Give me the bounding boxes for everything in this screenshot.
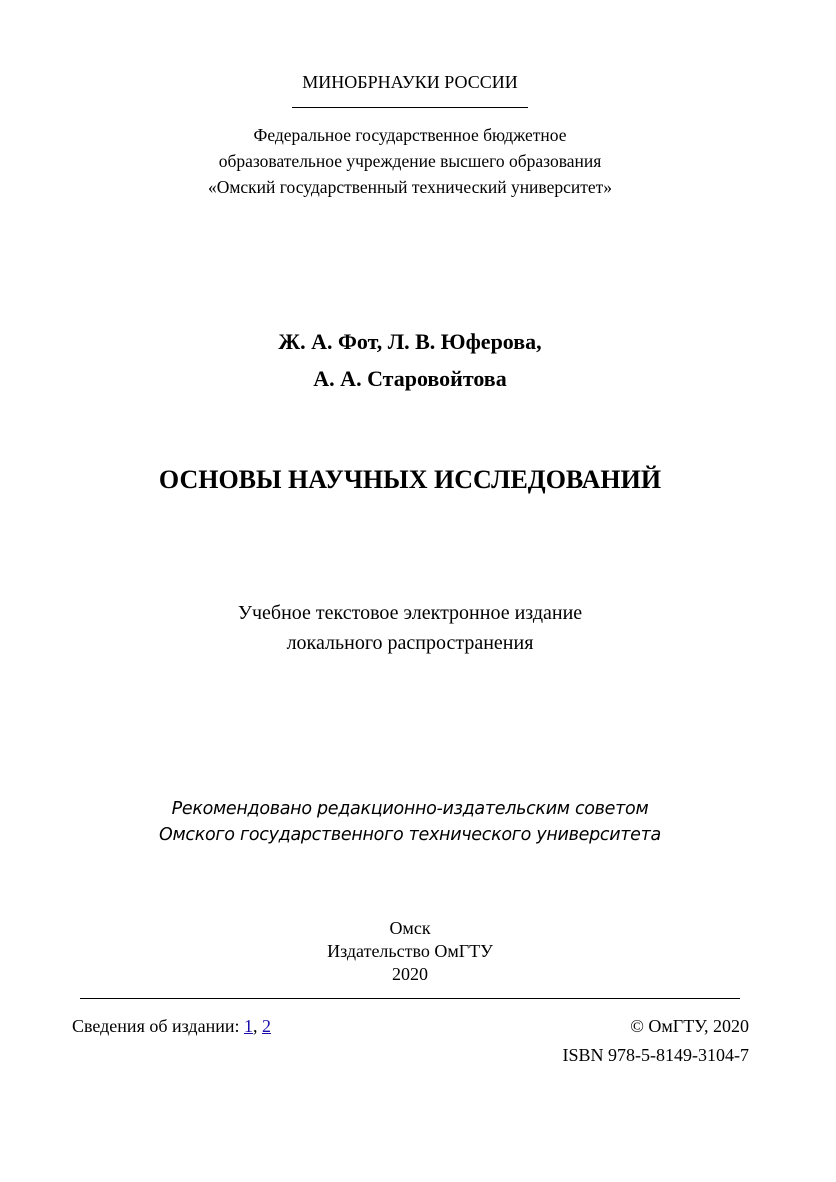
subtitle-line-2: локального распространения [286, 632, 534, 654]
institution-line-3: «Омский государственный технический университет» [207, 177, 613, 197]
edition-info [72, 1016, 271, 1037]
institution-line-2: образовательное учреждение высшего образования [218, 151, 602, 171]
footer-divider [80, 998, 740, 999]
institution-line-1: Федеральное государственное бюджетное [253, 125, 567, 145]
authors-line-2: А. А. Старовойтова [313, 366, 507, 391]
edition-link-2[interactable]: 2 [261, 1016, 271, 1036]
ministry-underline [292, 107, 528, 108]
copyright: © ОмГТУ, 2020 [630, 1016, 749, 1036]
subtitle-line-1: Учебное текстовое электронное издание [237, 602, 583, 624]
ministry-name: МИНОБРНАУКИ РОССИИ [302, 72, 518, 92]
recommendation-line-2: Омского государственного технического университета [159, 825, 661, 845]
isbn: ISBN 978-5-8149-3104-7 [562, 1045, 749, 1065]
imprint-year: 2020 [392, 964, 428, 984]
edition-label: Сведения об издании: [72, 1016, 240, 1036]
edition-separator: , [252, 1016, 258, 1036]
authors-line-1: Ж. А. Фот, Л. В. Юферова, [278, 329, 542, 354]
recommendation-line-1: Рекомендовано редакционно-издательским советом [171, 799, 649, 819]
imprint-city: Омск [389, 918, 431, 938]
book-title: ОСНОВЫ НАУЧНЫХ ИССЛЕДОВАНИЙ [158, 465, 662, 494]
edition-link-1[interactable]: 1 [243, 1016, 253, 1036]
imprint-publisher: Издательство ОмГТУ [327, 941, 493, 961]
